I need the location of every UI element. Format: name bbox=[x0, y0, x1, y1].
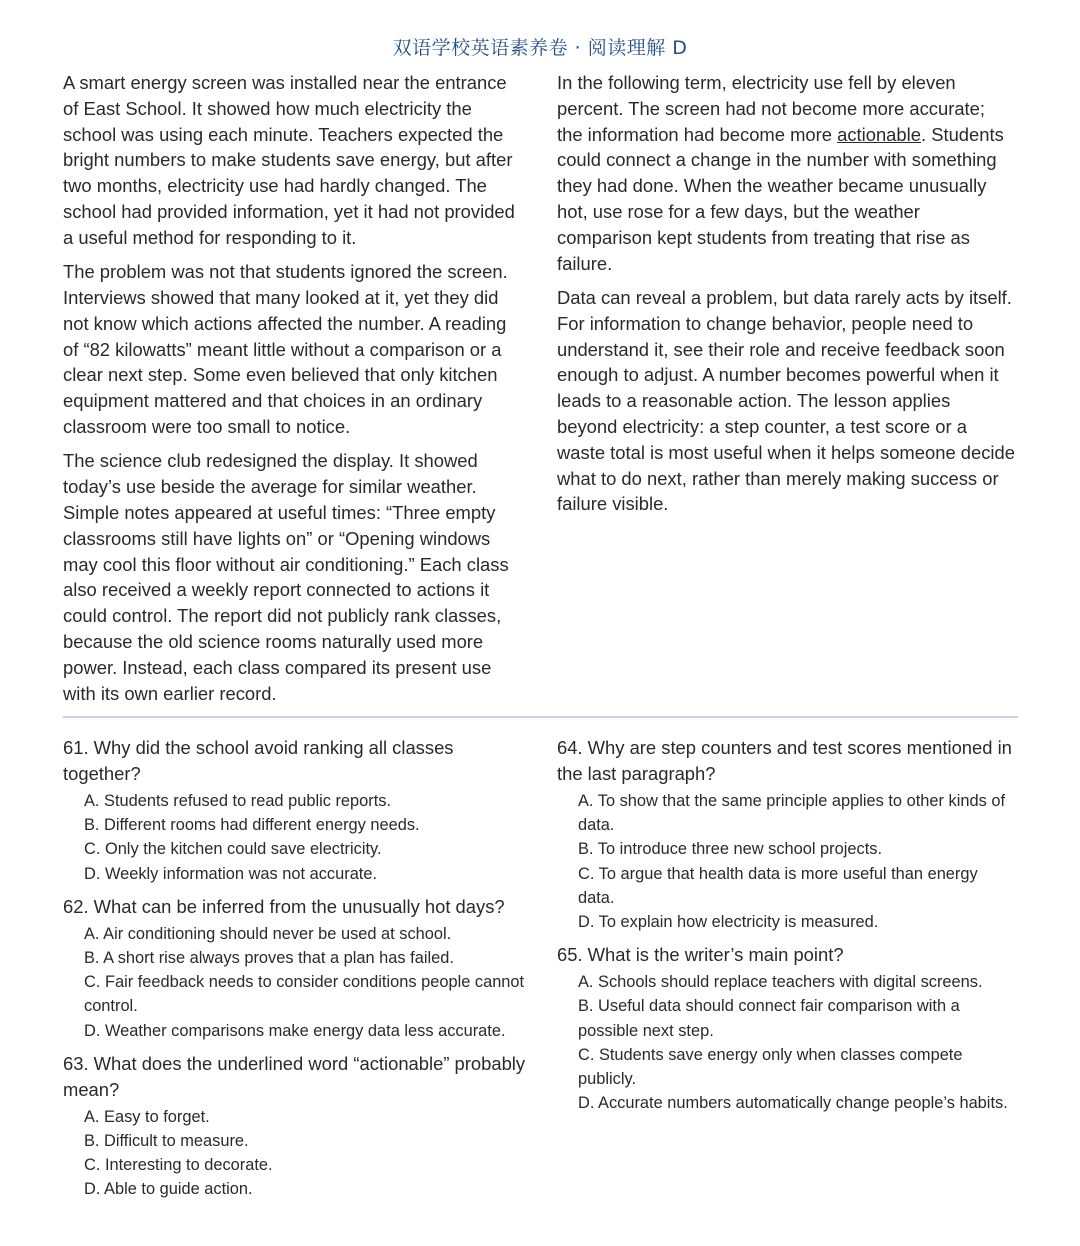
question-65 bbox=[557, 942, 1015, 1115]
answer-option: D. Accurate numbers automatically change people’s habits. bbox=[578, 1094, 1008, 1113]
section-divider bbox=[63, 716, 1018, 718]
passage-paragraph: Data can reveal a problem, but data rarely acts by itself. For information to change behavior, people need to understand it, see their role and receive feedback soon enough to adjust. A number becomes powerful when it leads to a reasonable action. The lesson applies beyond electricity: a step counter, a test score or a waste total is most useful when it helps someone decide what to do next, rather than merely making success or failure visible. bbox=[557, 286, 1015, 515]
question-stem: 61. Why did the school avoid ranking all classes together? bbox=[63, 737, 454, 784]
passage-paragraph: A smart energy screen was installed near the entrance of East School. It showed how much electricity the school was using each minute. Teachers expected the bright numbers to make students save energy, but after two months, electricity use had hardly changed. The school had provided information, yet it had not provided a useful method for responding to it. bbox=[63, 72, 515, 248]
answer-option: C. To argue that health data is more useful than energy data. bbox=[578, 864, 978, 907]
question-61 bbox=[63, 735, 528, 886]
answer-option: B. To introduce three new school projects. bbox=[578, 840, 883, 859]
passage-left-column bbox=[63, 70, 525, 715]
answer-option: B. Difficult to measure. bbox=[84, 1132, 249, 1151]
question-stem: 63. What does the underlined word “actionable” probably mean? bbox=[63, 1052, 526, 1100]
passage-right-column bbox=[557, 70, 1015, 526]
answer-option: D. To explain how electricity is measured. bbox=[578, 913, 879, 932]
answer-option: A. Air conditioning should never be used at school. bbox=[84, 924, 452, 943]
passage-paragraph: The science club redesigned the display. It showed today’s use beside the average for similar weather. Simple notes appeared at useful times: “Three empty classrooms still have lights on” or “Opening windows may cool this floor without air conditioning.” Each class also received a weekly report connected to actions it could control. The report did not publicly rank classes, because the old science rooms naturally used more power. Instead, each class compared its present use with its own earlier record. bbox=[63, 450, 509, 704]
question-stem: 62. What can be inferred from the unusually hot days? bbox=[63, 895, 505, 917]
passage-text: In the following term, electricity use fell by eleven percent. The screen had not become more accurate; the information had become more bbox=[557, 72, 985, 145]
passage-text: . Students could connect a change in the number with something they had done. When the weather became unusually hot, use rose for a few days, but the weather comparison kept students from treating that rise as failure. bbox=[557, 123, 1004, 274]
page-header: 双语学校英语素养卷 · 阅读理解 D bbox=[392, 37, 688, 59]
answer-option: C. Students save energy only when classes compete publicly. bbox=[578, 1045, 963, 1089]
answer-option: A. To show that the same principle applies to other kinds of data. bbox=[578, 792, 1006, 835]
answer-option: D. Weather comparisons make energy data less accurate. bbox=[84, 1021, 506, 1040]
answer-option: A. Students refused to read public reports. bbox=[84, 792, 392, 810]
answer-option: C. Interesting to decorate. bbox=[84, 1156, 273, 1175]
question-63 bbox=[63, 1051, 528, 1202]
answer-option: C. Only the kitchen could save electricity. bbox=[84, 840, 382, 859]
question-62 bbox=[63, 894, 528, 1043]
answer-option: B. Different rooms had different energy needs. bbox=[84, 816, 420, 835]
answer-option: A. Schools should replace teachers with digital screens. bbox=[578, 973, 983, 992]
answer-option: D. Able to guide action. bbox=[84, 1180, 253, 1199]
passage-paragraph bbox=[557, 70, 1015, 276]
question-stem: 64. Why are step counters and test scores mentioned in the last paragraph? bbox=[557, 737, 1012, 784]
answer-option: B. Useful data should connect fair comparison with a possible next step. bbox=[578, 997, 960, 1040]
question-64 bbox=[557, 735, 1015, 934]
answer-option: D. Weekly information was not accurate. bbox=[84, 864, 378, 883]
questions-left-column bbox=[63, 735, 528, 1210]
questions-right-column bbox=[557, 735, 1015, 1123]
answer-option: B. A short rise always proves that a plan has failed. bbox=[84, 949, 454, 968]
underlined-word: actionable bbox=[837, 123, 921, 145]
question-stem: 65. What is the writer’s main point? bbox=[557, 944, 844, 966]
passage-paragraph: The problem was not that students ignored the screen. Interviews showed that many looked at it, yet they did not know which actions affected the number. A reading of “82 kilowatts” meant little without a comparison or a clear next step. Some even believed that only kitchen equipment mattered and that choices in an ordinary classroom were too small to notice. bbox=[63, 261, 508, 437]
answer-option: C. Fair feedback needs to consider conditions people cannot control. bbox=[84, 973, 525, 1016]
answer-option: A. Easy to forget. bbox=[84, 1107, 210, 1126]
